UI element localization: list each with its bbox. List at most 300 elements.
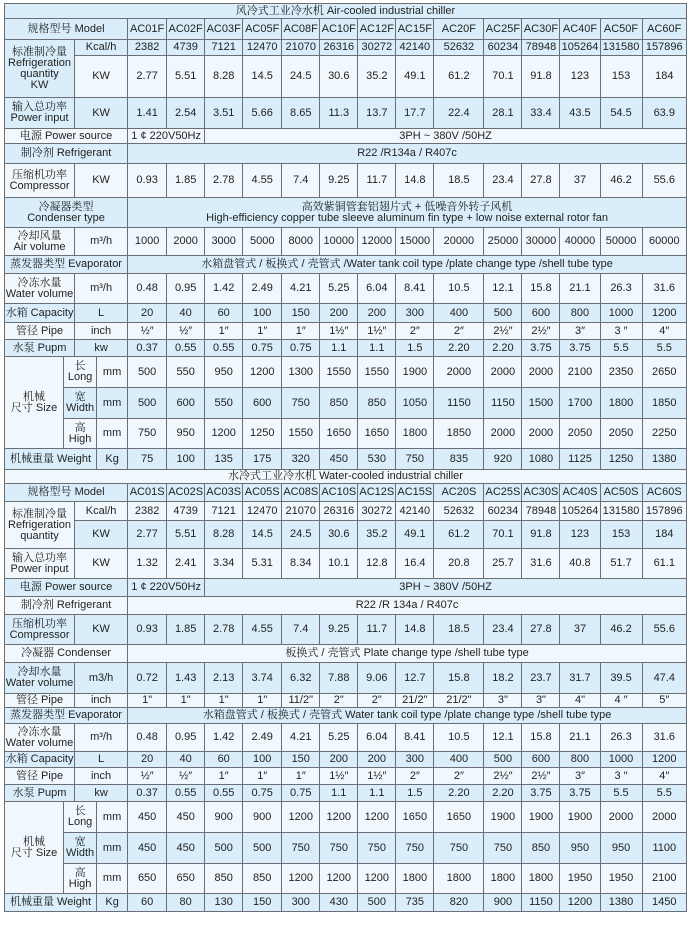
value-cell: 21070 xyxy=(282,502,320,521)
row-label-line: quantity xyxy=(20,529,59,542)
value-cell: 30.6 xyxy=(320,56,358,98)
value-cell: 18.5 xyxy=(434,164,484,198)
three-phase-value: 3PH ~ 380V /50HZ xyxy=(205,579,687,597)
value-cell: 800 xyxy=(560,752,600,768)
value-cell: 26316 xyxy=(320,40,358,56)
value-cell: 1500 xyxy=(522,388,560,419)
value-cell: 7.4 xyxy=(282,164,320,198)
value-cell: 60234 xyxy=(484,40,522,56)
size-sub-label xyxy=(64,802,97,833)
value-cell: 1½″ xyxy=(320,768,358,785)
value-cell: 7121 xyxy=(205,40,243,56)
model-row xyxy=(5,19,687,40)
row-label xyxy=(5,663,75,694)
model-header: AC08F xyxy=(282,19,320,40)
row-label: 机械重量 Weight xyxy=(5,894,97,912)
row-label-line: 水泵 Pupm xyxy=(12,786,67,799)
value-cell: 25000 xyxy=(484,228,522,256)
value-cell: 1550 xyxy=(358,357,396,388)
row-label-line: 输入总功率 xyxy=(12,551,68,564)
value-cell: 23.4 xyxy=(484,615,522,645)
row-label-line: 输入总功率 xyxy=(12,101,68,113)
value-cell: 1100 xyxy=(642,833,686,864)
value-cell: 3″ xyxy=(560,323,600,340)
value-cell: 200 xyxy=(358,304,396,323)
unit-cell: mm xyxy=(97,419,128,449)
spec-row xyxy=(5,694,687,708)
value-cell: 184 xyxy=(642,521,686,549)
row-label-line: 制冷剂 Refrigerant xyxy=(20,147,112,159)
value-cell: 0.95 xyxy=(167,724,205,752)
value-cell: 0.95 xyxy=(167,274,205,304)
value-cell: 2382 xyxy=(128,502,167,521)
value-cell: 49.1 xyxy=(396,521,434,549)
value-cell: 450 xyxy=(128,833,167,864)
value-cell: 1800 xyxy=(600,388,642,419)
value-cell: 1" xyxy=(167,694,205,708)
refrigeration-row xyxy=(5,521,687,549)
value-cell: 1900 xyxy=(396,357,434,388)
unit-cell: mm xyxy=(97,833,128,864)
weight-row xyxy=(5,894,687,912)
value-cell: 5.51 xyxy=(167,56,205,98)
row-label-line: Power input xyxy=(10,562,69,575)
value-cell: 1650 xyxy=(358,419,396,449)
value-cell: 1200 xyxy=(282,802,320,833)
model-header: AC10S xyxy=(320,484,358,502)
value-cell: 650 xyxy=(167,864,205,894)
value-cell: 42140 xyxy=(396,40,434,56)
size-sub-label xyxy=(64,357,97,388)
model-header: AC05S xyxy=(243,484,282,502)
model-row xyxy=(5,484,687,502)
value-cell: 27.8 xyxy=(522,615,560,645)
row-label xyxy=(5,724,75,752)
unit-cell: m³/h xyxy=(75,228,128,256)
value-cell: 0.75 xyxy=(243,340,282,357)
row-label-line: 标准制冷量 xyxy=(12,507,68,520)
value-cell: 750 xyxy=(434,833,484,864)
row-label-line: 蒸发器类型 Evaporator xyxy=(10,709,122,721)
value-cell: 4.21 xyxy=(282,274,320,304)
value-cell: 1250 xyxy=(600,449,642,470)
unit-cell: KW xyxy=(75,549,128,579)
model-header: AC10F xyxy=(320,19,358,40)
value-cell: 500 xyxy=(484,304,522,323)
row-label xyxy=(5,357,64,449)
model-header: AC30S xyxy=(522,484,560,502)
row-label-line: 压缩机功率 xyxy=(12,617,68,630)
value-cell: 61.2 xyxy=(434,521,484,549)
value-cell: 1700 xyxy=(560,388,600,419)
value-cell: 60 xyxy=(128,894,167,912)
value-cell: 3.75 xyxy=(560,785,600,802)
value-cell: 5.5 xyxy=(600,785,642,802)
size-sub-label xyxy=(64,419,97,449)
value-cell: 12000 xyxy=(358,228,396,256)
value-cell: 21070 xyxy=(282,40,320,56)
model-header: AC50F xyxy=(600,19,642,40)
section-title: 风冷式工业冷水机 Air-cooled industrial chiller xyxy=(5,4,687,19)
value-cell: 1200 xyxy=(560,894,600,912)
value-cell: 0.93 xyxy=(128,615,167,645)
value-cell: 2" xyxy=(358,694,396,708)
row-label-line: 机械 xyxy=(23,835,46,848)
model-header: AC60S xyxy=(642,484,686,502)
unit-cell: Kcal/h xyxy=(75,502,128,521)
value-cell: 450 xyxy=(167,833,205,864)
value-cell: 450 xyxy=(320,449,358,470)
row-label: 规格型号 Model xyxy=(5,19,128,40)
value-cell: 105264 xyxy=(560,40,600,56)
value-cell: 1000 xyxy=(600,752,642,768)
chiller-spec-table xyxy=(4,3,687,912)
span-value-line: R22 /R 134a / R407c xyxy=(355,599,459,611)
value-cell: 1050 xyxy=(396,388,434,419)
unit-cell: mm xyxy=(97,357,128,388)
value-cell: 7.4 xyxy=(282,615,320,645)
value-cell: 6.04 xyxy=(358,274,396,304)
value-cell: 1300 xyxy=(282,357,320,388)
value-cell: 10.1 xyxy=(320,549,358,579)
value-cell: 5.5 xyxy=(642,340,686,357)
value-cell: 15.8 xyxy=(434,663,484,694)
value-cell: 4 ″ xyxy=(600,694,642,708)
value-cell: 9.25 xyxy=(320,164,358,198)
value-cell: 1" xyxy=(205,694,243,708)
value-cell: 1200 xyxy=(358,802,396,833)
value-cell: 400 xyxy=(434,752,484,768)
size-sub-label-line: High xyxy=(68,877,92,890)
value-cell: 24.5 xyxy=(282,521,320,549)
value-cell: 27.8 xyxy=(522,164,560,198)
power-source-row xyxy=(5,129,687,144)
value-cell: 320 xyxy=(282,449,320,470)
value-cell: 1900 xyxy=(522,802,560,833)
row-label-line: 冷却水量 xyxy=(17,666,62,678)
unit-cell: m³/h xyxy=(75,274,128,304)
model-header: AC40S xyxy=(560,484,600,502)
unit-cell: KW xyxy=(75,615,128,645)
value-cell: 1125 xyxy=(560,449,600,470)
value-cell: 105264 xyxy=(560,502,600,521)
value-cell: 3000 xyxy=(205,228,243,256)
value-cell: 1200 xyxy=(282,864,320,894)
row-label-line: 蒸发器类型 Evaporator xyxy=(10,258,122,270)
value-cell: 157896 xyxy=(642,40,686,56)
row-label xyxy=(5,615,75,645)
value-cell: 9.06 xyxy=(358,663,396,694)
value-cell: 500 xyxy=(358,894,396,912)
value-cell: 950 xyxy=(600,833,642,864)
value-cell: 1200 xyxy=(243,357,282,388)
value-cell: 21.1 xyxy=(560,274,600,304)
value-cell: 4" xyxy=(560,694,600,708)
value-cell: 1650 xyxy=(320,419,358,449)
row-label xyxy=(5,40,75,98)
row-label-line: 尺寸 Size xyxy=(10,401,58,414)
spec-row xyxy=(5,752,687,768)
value-cell: 400 xyxy=(434,304,484,323)
value-cell: 0.75 xyxy=(282,340,320,357)
value-cell: 1" xyxy=(128,694,167,708)
value-cell: 3″ xyxy=(560,768,600,785)
value-cell: 2.20 xyxy=(484,785,522,802)
model-header: AC50S xyxy=(600,484,642,502)
value-cell: 1.85 xyxy=(167,164,205,198)
value-cell: 1.32 xyxy=(128,549,167,579)
value-cell: 0.75 xyxy=(243,785,282,802)
value-cell: 1850 xyxy=(642,388,686,419)
value-cell: 1200 xyxy=(642,752,686,768)
value-cell: 80 xyxy=(167,894,205,912)
size-sub-label-line: 高 xyxy=(74,421,86,434)
value-cell: 450 xyxy=(128,802,167,833)
value-cell: 3.34 xyxy=(205,549,243,579)
model-header: AC25S xyxy=(484,484,522,502)
value-cell: 78948 xyxy=(522,40,560,56)
size-sub-label xyxy=(64,833,97,864)
value-cell: 2.78 xyxy=(205,164,243,198)
value-cell: 835 xyxy=(434,449,484,470)
value-cell: 43.5 xyxy=(560,98,600,129)
value-cell: 157896 xyxy=(642,502,686,521)
value-cell: 1950 xyxy=(560,864,600,894)
water-section-title-row xyxy=(5,470,687,484)
value-cell: 300 xyxy=(282,894,320,912)
value-cell: 1000 xyxy=(128,228,167,256)
value-cell: 2″ xyxy=(434,323,484,340)
value-cell: 1150 xyxy=(484,388,522,419)
value-cell: 5.5 xyxy=(600,340,642,357)
value-cell: 2100 xyxy=(642,864,686,894)
value-cell: 17.7 xyxy=(396,98,434,129)
value-cell: 1" xyxy=(243,694,282,708)
value-cell: 1200 xyxy=(320,802,358,833)
model-header: AC02S xyxy=(167,484,205,502)
value-cell: 750 xyxy=(396,833,434,864)
value-cell: 300 xyxy=(396,304,434,323)
weight-row xyxy=(5,449,687,470)
value-cell: 25.7 xyxy=(484,549,522,579)
unit-cell: Kg xyxy=(97,894,128,912)
value-cell: 750 xyxy=(484,833,522,864)
row-label xyxy=(5,274,75,304)
value-cell: 30272 xyxy=(358,40,396,56)
value-cell: 15.8 xyxy=(522,724,560,752)
value-cell: 3.75 xyxy=(560,340,600,357)
value-cell: 60 xyxy=(205,304,243,323)
value-cell: 2.54 xyxy=(167,98,205,129)
value-cell: 12470 xyxy=(243,502,282,521)
value-cell: 30.6 xyxy=(320,521,358,549)
value-cell: 600 xyxy=(243,388,282,419)
span-value xyxy=(128,256,687,274)
model-header: AC40F xyxy=(560,19,600,40)
value-cell: 50000 xyxy=(600,228,642,256)
value-cell: 1650 xyxy=(434,802,484,833)
value-cell: 1.1 xyxy=(358,785,396,802)
value-cell: 91.8 xyxy=(522,56,560,98)
value-cell: 1″ xyxy=(205,768,243,785)
unit-cell: m3/h xyxy=(75,663,128,694)
value-cell: 1″ xyxy=(282,768,320,785)
value-cell: 184 xyxy=(642,56,686,98)
value-cell: 530 xyxy=(358,449,396,470)
value-cell: 2″ xyxy=(396,768,434,785)
value-cell: 1650 xyxy=(396,802,434,833)
model-header: AC12S xyxy=(358,484,396,502)
row-label-line: Compressor xyxy=(9,179,70,192)
row-label-line: Condenser type xyxy=(27,211,105,224)
value-cell: 2250 xyxy=(642,419,686,449)
row-label-line: KW xyxy=(30,78,49,91)
row-label-line: Water volume xyxy=(5,287,74,300)
unit-cell: KW xyxy=(75,56,128,98)
value-cell: 123 xyxy=(560,521,600,549)
value-cell: 2.13 xyxy=(205,663,243,694)
row-label xyxy=(5,228,75,256)
row-label xyxy=(5,708,128,724)
value-cell: 900 xyxy=(243,802,282,833)
value-cell: 150 xyxy=(282,752,320,768)
value-cell: 21/2" xyxy=(434,694,484,708)
model-header: AC20F xyxy=(434,19,484,40)
value-cell: 5.5 xyxy=(642,785,686,802)
value-cell: 1200 xyxy=(358,864,396,894)
value-cell: 60234 xyxy=(484,502,522,521)
value-cell: 735 xyxy=(396,894,434,912)
row-label xyxy=(5,98,75,129)
value-cell: 500 xyxy=(243,833,282,864)
value-cell: 150 xyxy=(282,304,320,323)
row-label-line: 尺寸 Size xyxy=(10,846,58,859)
value-cell: 1½″ xyxy=(358,323,396,340)
value-cell: 500 xyxy=(205,833,243,864)
value-cell: 1200 xyxy=(320,864,358,894)
spec-row xyxy=(5,663,687,694)
unit-cell: inch xyxy=(75,323,128,340)
model-header: AC25F xyxy=(484,19,522,40)
row-label-line: 冷冻水量 xyxy=(17,276,62,289)
value-cell: 1.41 xyxy=(128,98,167,129)
spec-row xyxy=(5,785,687,802)
span-row xyxy=(5,198,687,228)
value-cell: 2000 xyxy=(642,802,686,833)
value-cell: 54.5 xyxy=(600,98,642,129)
model-header: AC01F xyxy=(128,19,167,40)
span-row xyxy=(5,645,687,663)
value-cell: 450 xyxy=(167,802,205,833)
value-cell: 1″ xyxy=(243,768,282,785)
value-cell: 2" xyxy=(320,694,358,708)
value-cell: 14.8 xyxy=(396,615,434,645)
row-label xyxy=(5,785,75,802)
span-value-line: High-efficiency copper tube sleeve aluminum fin type + low noise external rotor fan xyxy=(206,211,608,224)
value-cell: 153 xyxy=(600,56,642,98)
value-cell: 11.7 xyxy=(358,615,396,645)
value-cell: 0.55 xyxy=(167,785,205,802)
value-cell: 1450 xyxy=(642,894,686,912)
value-cell: 2.20 xyxy=(434,785,484,802)
value-cell: 123 xyxy=(560,56,600,98)
size-row xyxy=(5,388,687,419)
value-cell: 200 xyxy=(320,752,358,768)
value-cell: 6.04 xyxy=(358,724,396,752)
value-cell: 12.7 xyxy=(396,663,434,694)
value-cell: 2½″ xyxy=(484,323,522,340)
value-cell: 2000 xyxy=(167,228,205,256)
value-cell: 35.2 xyxy=(358,56,396,98)
value-cell: 15.8 xyxy=(522,274,560,304)
row-label-line: 冷凝器类型 xyxy=(38,200,94,213)
row-label-line: Refrigeration xyxy=(8,518,72,531)
spec-row xyxy=(5,274,687,304)
value-cell: 2050 xyxy=(560,419,600,449)
span-row xyxy=(5,144,687,164)
value-cell: 2″ xyxy=(396,323,434,340)
value-cell: 40 xyxy=(167,304,205,323)
spec-row xyxy=(5,340,687,357)
value-cell: 1.43 xyxy=(167,663,205,694)
model-header: AC20S xyxy=(434,484,484,502)
value-cell: 1800 xyxy=(396,419,434,449)
value-cell: 5″ xyxy=(642,694,686,708)
unit-cell: mm xyxy=(97,864,128,894)
row-label-line: 冷冻水量 xyxy=(17,725,62,738)
unit-cell: KW xyxy=(75,164,128,198)
value-cell: 3" xyxy=(484,694,522,708)
value-cell: 0.75 xyxy=(282,785,320,802)
value-cell: 40 xyxy=(167,752,205,768)
value-cell: 4739 xyxy=(167,502,205,521)
unit-cell: Kg xyxy=(97,449,128,470)
value-cell: 1800 xyxy=(396,864,434,894)
spec-row xyxy=(5,228,687,256)
value-cell: 820 xyxy=(434,894,484,912)
value-cell: 55.6 xyxy=(642,615,686,645)
value-cell: 600 xyxy=(167,388,205,419)
value-cell: 14.5 xyxy=(243,521,282,549)
value-cell: 55.6 xyxy=(642,164,686,198)
value-cell: 850 xyxy=(358,388,396,419)
value-cell: 1900 xyxy=(484,802,522,833)
value-cell: 20 xyxy=(128,304,167,323)
span-value-line: 水箱盘管式 / 板换式 / 壳管式 /Water tank coil type /plate change type /shell tube type xyxy=(201,258,613,270)
refrigeration-row xyxy=(5,40,687,56)
value-cell: 4″ xyxy=(642,768,686,785)
span-value xyxy=(128,144,687,164)
value-cell: 1.42 xyxy=(205,274,243,304)
value-cell: 1.85 xyxy=(167,615,205,645)
value-cell: 37 xyxy=(560,164,600,198)
value-cell: 0.48 xyxy=(128,724,167,752)
value-cell: 20.8 xyxy=(434,549,484,579)
value-cell: 4.55 xyxy=(243,164,282,198)
value-cell: 0.37 xyxy=(128,340,167,357)
value-cell: 21/2" xyxy=(396,694,434,708)
value-cell: 10.5 xyxy=(434,274,484,304)
value-cell: 1″ xyxy=(282,323,320,340)
value-cell: 12.8 xyxy=(358,549,396,579)
value-cell: 2½″ xyxy=(484,768,522,785)
span-row xyxy=(5,597,687,615)
value-cell: ½″ xyxy=(167,768,205,785)
row-label xyxy=(5,802,64,894)
value-cell: 750 xyxy=(282,388,320,419)
row-label: 机械重量 Weight xyxy=(5,449,97,470)
model-header: AC15F xyxy=(396,19,434,40)
